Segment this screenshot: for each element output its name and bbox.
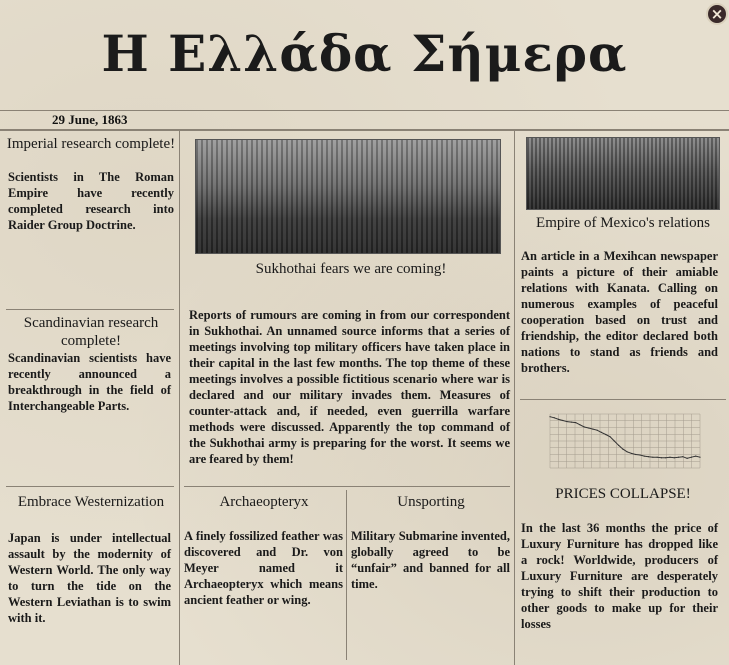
prices-collapse-body: In the last 36 months the price of Luxury Furniture has dropped like a rock! Worldwide, producers of Luxury Furniture are desperately trying to shift their production to other goods to make up for their losses	[521, 521, 718, 631]
chart-point	[665, 457, 666, 458]
chart-point	[575, 422, 576, 423]
chart-point	[549, 416, 550, 417]
chart-point	[597, 430, 598, 431]
chart-point	[554, 417, 555, 418]
divider-left-1	[6, 309, 174, 310]
masthead-rule-top	[0, 110, 729, 111]
scandinavian-research-body: Scandinavian scientists have recently announced a breakthrough in the field of Interchangeable Parts.	[8, 351, 171, 413]
chart-point	[567, 421, 568, 422]
masthead-rule-bottom	[0, 129, 729, 131]
chart-point	[687, 458, 688, 459]
chart-point	[601, 432, 602, 433]
chart-point	[678, 457, 679, 458]
mexico-relations-headline: Empire of Mexico's relations	[536, 215, 710, 231]
chart-point	[622, 449, 623, 450]
unsporting-headline: Unsporting	[397, 494, 465, 510]
imperial-research-body: Scientists in The Roman Empire have recently completed research into Raider Group Doctrine.	[8, 170, 174, 232]
soldiers-photo	[195, 139, 501, 254]
imperial-research-headline: Imperial research complete!	[6, 136, 176, 152]
westernization-headline: Embrace Westernization	[17, 494, 165, 510]
divider-middle	[184, 486, 510, 487]
archaeopteryx-headline: Archaeopteryx	[219, 494, 309, 510]
chart-point	[584, 426, 585, 427]
chart-point	[639, 454, 640, 455]
chart-point	[618, 445, 619, 446]
chart-point	[661, 457, 662, 458]
divider-right	[520, 399, 726, 400]
chart-point	[631, 453, 632, 454]
chart-point	[592, 429, 593, 430]
chart-point	[674, 457, 675, 458]
chart-point	[635, 454, 636, 455]
chart-point	[699, 457, 700, 458]
column-divider-right	[514, 131, 515, 665]
chart-point	[682, 456, 683, 457]
unsporting-body: Military Submarine invented, globally agreed to be “unfair” and banned for all time.	[351, 529, 510, 591]
westernization-body: Japan is under intellectual assault by the modernity of Western World. The only way to turn the tide on the Western Leviathan is to swim with it.	[8, 531, 171, 625]
newspaper-masthead: Η Ελλάδα Σήμερα	[101, 24, 628, 83]
chart-point	[652, 457, 653, 458]
archaeopteryx-body: A finely fossilized feather was discovered and Dr. von Meyer named it Archaeopteryx which means ancient feather or wing.	[184, 529, 343, 607]
prices-collapse-headline: PRICES COLLAPSE!	[555, 486, 691, 502]
price-chart	[538, 410, 704, 476]
chart-point	[657, 457, 658, 458]
chart-point	[588, 427, 589, 428]
close-button[interactable]: ×	[706, 3, 728, 25]
chart-point	[644, 456, 645, 457]
sukhothai-body: Reports of rumours are coming in from our correspondent in Sukhothai. An unnamed source informs that a series of meetings involving top military officers have taken place in their capital in the last few months. The top theme of these meetings involves a possible fictitious scenario where war is declared and our military invades them. Measures of counter-attack and, if needed, even guerrilla warfare methods were discussed. Apparently the top command of the Sukhothai army is preparing for the worst. It seems we are feared by them!	[189, 308, 510, 466]
mexico-relations-body: An article in a Mexihcan newspaper paints a picture of their amiable relations with Kanata. Calling on numerous examples of peaceful cooperation based on trust and friendship, the editor declared both nations to stand as friends and brothers.	[521, 249, 718, 375]
sukhothai-headline: Sukhothai fears we are coming!	[255, 261, 447, 277]
chart-point	[614, 440, 615, 441]
chart-point	[605, 434, 606, 435]
chart-point	[571, 422, 572, 423]
scandinavian-research-headline: Scandinavian research complete!	[23, 315, 159, 349]
chart-point	[558, 419, 559, 420]
chart-point	[562, 420, 563, 421]
chart-point	[669, 457, 670, 458]
column-divider-left	[179, 131, 180, 665]
chart-point	[579, 424, 580, 425]
chart-point	[695, 456, 696, 457]
column-divider-middle-bottom	[346, 490, 347, 660]
chart-point	[648, 456, 649, 457]
divider-left-2	[6, 486, 174, 487]
chart-point	[691, 457, 692, 458]
issue-date: 29 June, 1863	[52, 112, 128, 127]
chart-point	[609, 436, 610, 437]
assembly-photo	[526, 137, 720, 210]
chart-point	[627, 451, 628, 452]
